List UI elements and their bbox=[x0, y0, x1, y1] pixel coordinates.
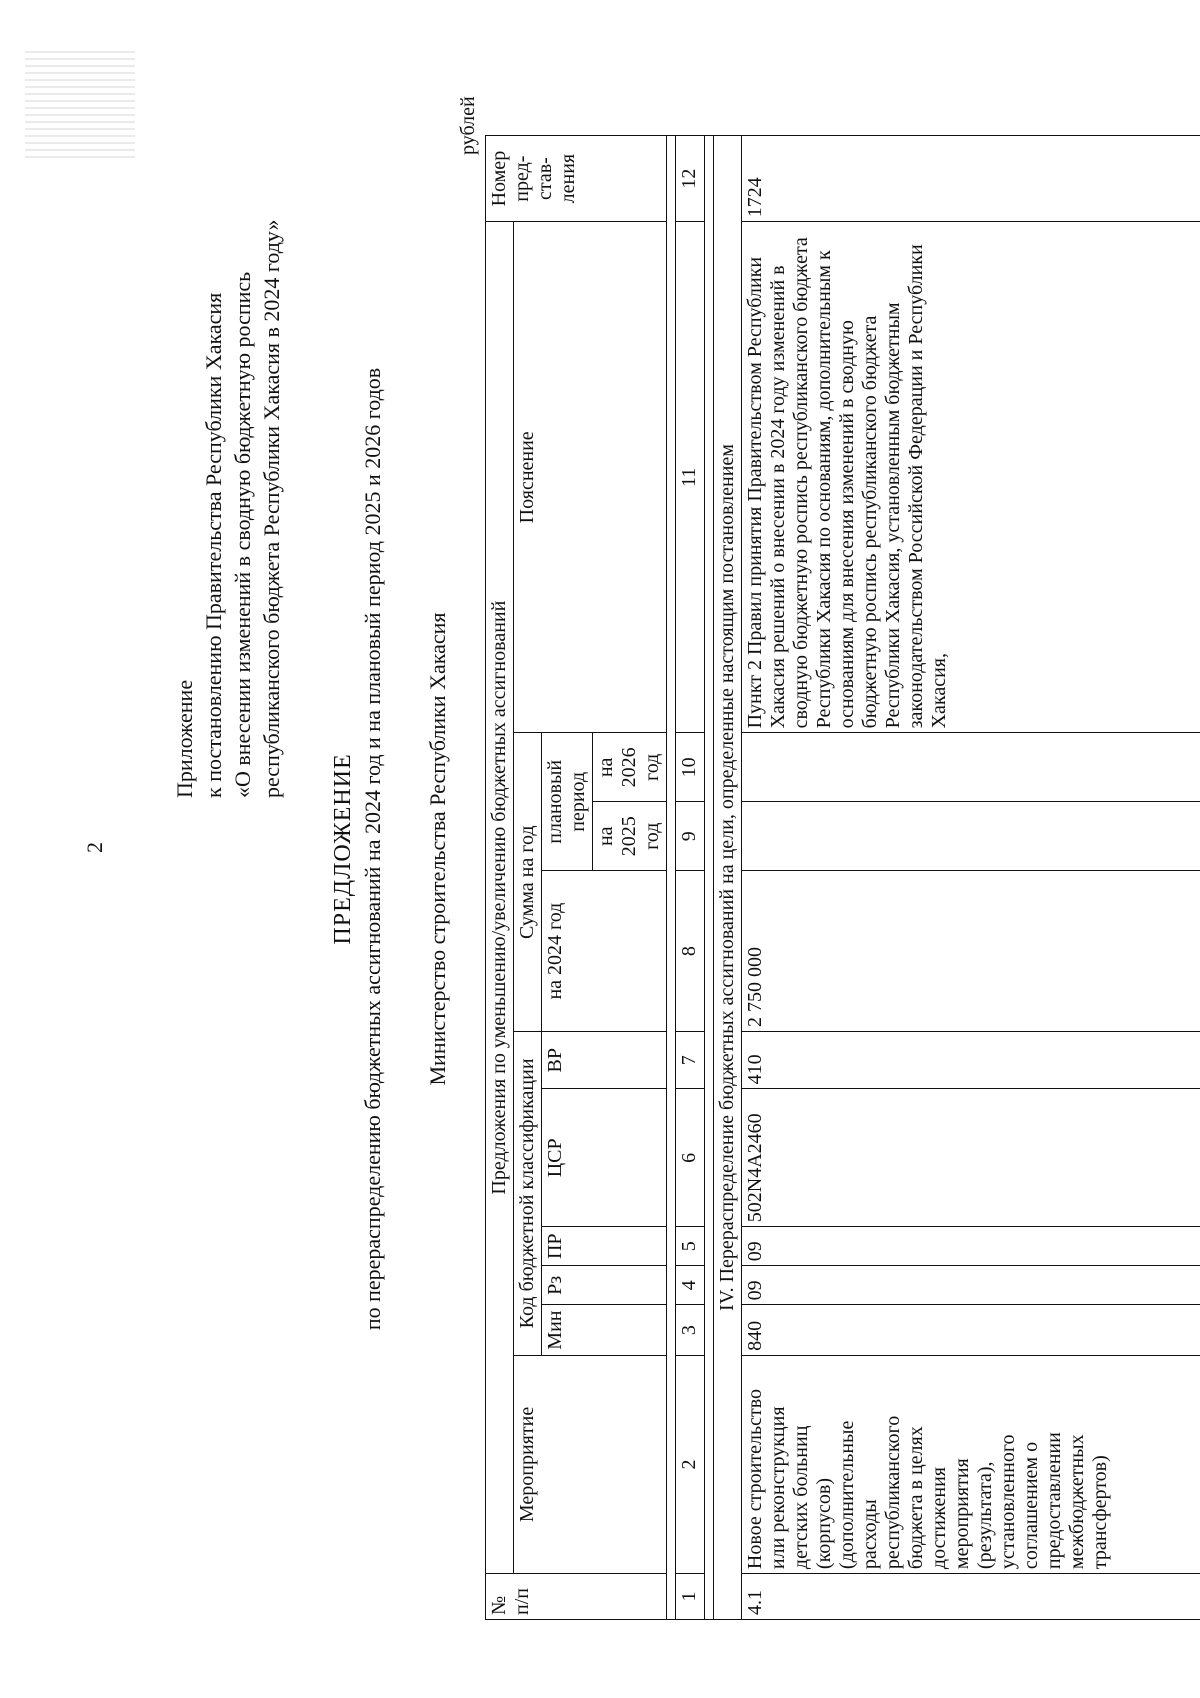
header-explanation: Пояснение bbox=[514, 222, 667, 733]
col-number: 1 bbox=[676, 1574, 705, 1620]
col-number: 4 bbox=[676, 1266, 705, 1305]
header-rz: Рз bbox=[542, 1266, 667, 1305]
row-csr: 502N4A2460 bbox=[742, 1089, 1200, 1227]
col-number: 10 bbox=[676, 733, 705, 802]
section-title: IV. Перераспределение бюджетных ассигнований на цели, определенные настоящим постановлением bbox=[714, 136, 742, 1620]
row-event: Новое строительство или реконструкция детских больниц (корпусов) (дополнительные расходы республиканского бюджета в целях достижения мероприятия (результата), установленного соглашением о предоставлении межбюджетных трансфертов) bbox=[742, 1355, 1200, 1573]
header-2026: на 2026 год bbox=[593, 733, 667, 802]
row-pr: 09 bbox=[742, 1227, 1200, 1266]
col-number: 9 bbox=[676, 802, 705, 871]
header-budget-code: Код бюджетной классификации bbox=[514, 1031, 542, 1355]
header-2025: на 2025 год bbox=[593, 802, 667, 871]
scan-artifact bbox=[25, 48, 135, 158]
row-explanation: Пункт 2 Правил принятия Правительством Республики Хакасия решений о внесении в 2024 году изменений в сводную бюджетную роспись республиканского бюджета Республики Хакасия по основаниям, дополнительным к основаниям для внесения изменений в сводную бюджетную роспись республиканского бюджета Республики Хакасия, установленным бюджетным законодательством Российской Федерации и Республики Хакасия, bbox=[742, 222, 1200, 733]
annex-line-3: «О внесении изменений в сводную бюджетную роспись bbox=[230, 271, 255, 798]
document-subtitle: по перераспределению бюджетных ассигнований на 2024 год и на плановый период 2025 и 2026 годов bbox=[360, 367, 385, 1331]
allocation-table bbox=[485, 135, 1200, 1620]
header-presentation: Номер пред-став-ления bbox=[486, 136, 667, 222]
document-title: ПРЕДЛОЖЕНИЕ bbox=[330, 753, 356, 945]
row-num: 4.1 bbox=[742, 1574, 1200, 1620]
header-event: Мероприятие bbox=[514, 1355, 667, 1573]
col-number: 6 bbox=[676, 1089, 705, 1227]
header-2024: на 2024 год bbox=[542, 871, 667, 1032]
row-vr: 410 bbox=[742, 1031, 1200, 1088]
col-number: 3 bbox=[676, 1305, 705, 1356]
col-number: 8 bbox=[676, 871, 705, 1032]
ministry-name: Министерство строительства Республики Хакасия bbox=[425, 612, 450, 1086]
row-presentation: 1724 bbox=[742, 136, 1200, 222]
page-number: 2 bbox=[82, 842, 107, 853]
header-planned: плановый период bbox=[542, 733, 593, 871]
header-num: № п/п bbox=[486, 1574, 667, 1620]
annex-line-4: республиканского бюджета Республики Хакасия в 2024 году» bbox=[259, 219, 284, 798]
table-row bbox=[742, 136, 1200, 1620]
header-csr: ЦСР bbox=[542, 1089, 667, 1227]
annex-block bbox=[170, 220, 286, 798]
row-sum-2025 bbox=[742, 802, 1200, 871]
col-number: 7 bbox=[676, 1031, 705, 1088]
col-number: 2 bbox=[676, 1355, 705, 1573]
annex-line-2: к постановлению Правительства Республики Хакасия bbox=[201, 292, 226, 798]
header-sum-year: Сумма на год bbox=[514, 733, 542, 1032]
row-sum-2026 bbox=[742, 733, 1200, 802]
table-divider bbox=[667, 136, 676, 1620]
units-label: рублей bbox=[457, 96, 479, 155]
row-min: 840 bbox=[742, 1305, 1200, 1356]
row-rz: 09 bbox=[742, 1266, 1200, 1305]
header-vr: ВР bbox=[542, 1031, 667, 1088]
col-number: 11 bbox=[676, 222, 705, 733]
header-min: Мин bbox=[542, 1305, 667, 1356]
col-number: 12 bbox=[676, 136, 705, 222]
column-number-row bbox=[676, 136, 705, 1620]
annex-line-1: Приложение bbox=[172, 679, 197, 798]
row-sum-2024: 2 750 000 bbox=[742, 871, 1200, 1032]
table-divider bbox=[705, 136, 714, 1620]
header-proposals: Предложения по уменьшению/увеличению бюджетных ассигнований bbox=[486, 222, 514, 1574]
header-pr: ПР bbox=[542, 1227, 667, 1266]
col-number: 5 bbox=[676, 1227, 705, 1266]
